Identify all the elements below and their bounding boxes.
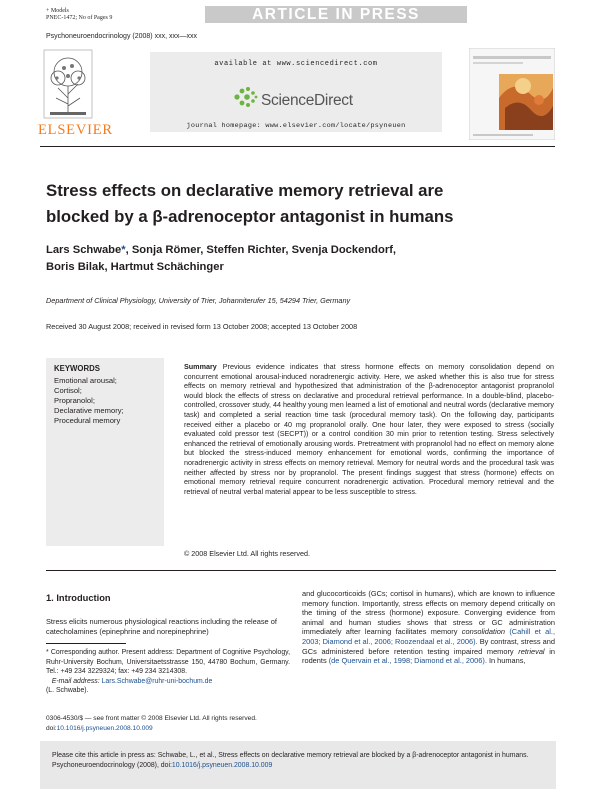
intro-text: In humans, xyxy=(486,656,526,666)
abstract-summary xyxy=(184,362,554,496)
sciencedirect-wordmark: ScienceDirect xyxy=(261,92,353,109)
corresponding-author-mark[interactable]: * xyxy=(121,244,126,256)
corresponding-author-name[interactable]: Lars Schwabe xyxy=(46,244,122,256)
title-line-2: blocked by a β-adrenoceptor antagonist in humans xyxy=(46,207,454,226)
elsevier-wordmark: ELSEVIER xyxy=(38,122,113,138)
cite-this-article-text xyxy=(52,751,548,771)
doi-line xyxy=(46,724,257,734)
reference-link[interactable]: (de Quervain et al., 1998; Diamond et al., 2006). xyxy=(328,656,487,666)
affiliation: Department of Clinical Physiology, University of Trier, Johanniterufer 15, 54294 Trier, Germany xyxy=(46,296,351,305)
journal-homepage-text: journal homepage: www.elsevier.com/locate/psyneuen xyxy=(186,122,406,130)
sciencedirect-logo-icon xyxy=(232,86,258,108)
abstract-copyright: © 2008 Elsevier Ltd. All rights reserved. xyxy=(184,549,310,558)
email-label: E-mail address: xyxy=(51,677,100,685)
article-meta xyxy=(46,8,112,22)
summary-label: Summary xyxy=(184,362,217,371)
article-title xyxy=(46,178,556,230)
abstract-divider xyxy=(46,570,556,571)
keyword-item: Propranolol; xyxy=(54,396,95,405)
email-owner: (L. Schwabe). xyxy=(46,687,89,694)
intro-emphasis: retrieval xyxy=(518,646,545,656)
corresponding-author-footnote xyxy=(46,648,290,696)
authors-line-2: Boris Bilak, Hartmut Schächinger xyxy=(46,260,224,273)
received-dates: Received 30 August 2008; received in revised form 13 October 2008; accepted 13 October 2008 xyxy=(46,322,358,331)
issn-block xyxy=(46,714,257,733)
footnote-divider xyxy=(46,643,126,644)
article-in-press-banner: ARTICLE IN PRESS xyxy=(205,6,467,23)
summary-text: Previous evidence indicates that stress hormone effects on memory consolidation depend on concurrent emotional arousal-induced noradrenergic activity. Here, we asked whether this is also true for stress effects on memory retrieval and hypothesized that administration of the β-adrenoceptor antagonist propranolol would block the effects of stress on declarative and procedural retrieval performance. In a double-blind, placebo-controlled, crossover study, 44 healthy young men learned a list of emotional and neutral words (declarative memory task) and completed a serial reaction time task (procedural memory task). On the following day, participants received either a placebo or 40 mg propranolol orally. One hour later, they were exposed to stress (socially evaluated cold pressor test (SECPT)) or a control condition 30 min prior to retention testing. Stress selectively enhanced the retrieval of emotionally arousing words. Pretreatment with propranolol had no effect on memory alone but blocked the stress-induced memory enhancement for emotional words, confirming the importance of noradrenergic activity in stress effects on memory retrieval. Memory for neutral words and the procedural task was neither affected by stress nor by propranolol. The present findings suggest that stress (hormone) effects on emotional memory retrieval require concurrent noradrenergic activation. Procedural memory retrieval and the retrieval of neutral verbal material appear to be less susceptible to stress. xyxy=(184,362,554,496)
cite-text: Please cite this article in press as: Schwabe, L., et al., Stress effects on declarative memory retrieval are blocked by a β-adrenoceptor antagonist in humans. Psychoneuroendocrinology (2008), doi: xyxy=(52,752,529,769)
authors-line-1 xyxy=(46,242,556,259)
reference-link[interactable]: (Cahill et al., 2003; Diamond et al., 2006; Roozendaal et al., 2006). xyxy=(302,627,555,646)
keyword-item: Declarative memory; xyxy=(54,406,124,415)
masthead-divider xyxy=(40,146,555,147)
issn-line: 0306-4530/$ — see front matter © 2008 Elsevier Ltd. All rights reserved. xyxy=(46,715,257,722)
intro-text: By contrast, stress and GCs administered before retention testing impaired memory xyxy=(302,636,555,656)
keyword-item: Procedural memory xyxy=(54,416,121,425)
models-tag: + Models xyxy=(46,8,69,14)
keywords-list xyxy=(54,376,124,426)
journal-cover-image xyxy=(469,48,555,140)
page-count: PNEC-1472; No of Pages 9 xyxy=(46,15,113,21)
keywords-heading: KEYWORDS xyxy=(54,364,100,373)
doi-link[interactable]: 10.1016/j.psyneuen.2008.10.009 xyxy=(56,724,153,732)
available-at-text: available at www.sciencedirect.com xyxy=(214,60,378,68)
title-line-1: Stress effects on declarative memory retrieval are xyxy=(46,181,444,200)
author-list xyxy=(46,242,556,275)
introduction-heading: 1. Introduction xyxy=(46,593,111,603)
doi-label: doi: xyxy=(46,724,57,732)
keyword-item: Emotional arousal; xyxy=(54,376,117,385)
keyword-item: Cortisol; xyxy=(54,386,82,395)
journal-citation-line: Psychoneuroendocrinology (2008) xxx, xxx—xxx xyxy=(46,33,197,40)
intro-text: and glucocorticoids (GCs; cortisol in humans), which are known to influence memory function. Importantly, stress effects on memory depend critically on the timing of the stress (hormone) exposure. Converging evidence from animal and human studies shows that stress or GC administration immediately after learning facilitates memory xyxy=(302,589,555,637)
intro-emphasis: consolidation xyxy=(461,627,505,637)
footnote-text: * Corresponding author. Present address: Department of Cognitive Psychology, Ruhr-University Bochum, Universitaetsstrasse 150, 44780 Bochum, Germany. Tel.: +49 234 3229324; fax: +49 234 3214308. xyxy=(46,649,290,675)
author-email-link[interactable]: Lars.Schwabe@ruhr-uni-bochum.de xyxy=(101,677,213,685)
cite-doi-link[interactable]: 10.1016/j.psyneuen.2008.10.009 xyxy=(171,762,273,769)
intro-text: in rodents xyxy=(302,646,555,666)
introduction-left-text: Stress elicits numerous physiological reactions including the release of catecholamines (epinephrine and norepinephrine) xyxy=(46,617,277,636)
authors-line-1-rest: , Sonja Römer, Steffen Richter, Svenja Dockendorf, xyxy=(125,244,397,256)
introduction-right-text xyxy=(302,589,555,666)
